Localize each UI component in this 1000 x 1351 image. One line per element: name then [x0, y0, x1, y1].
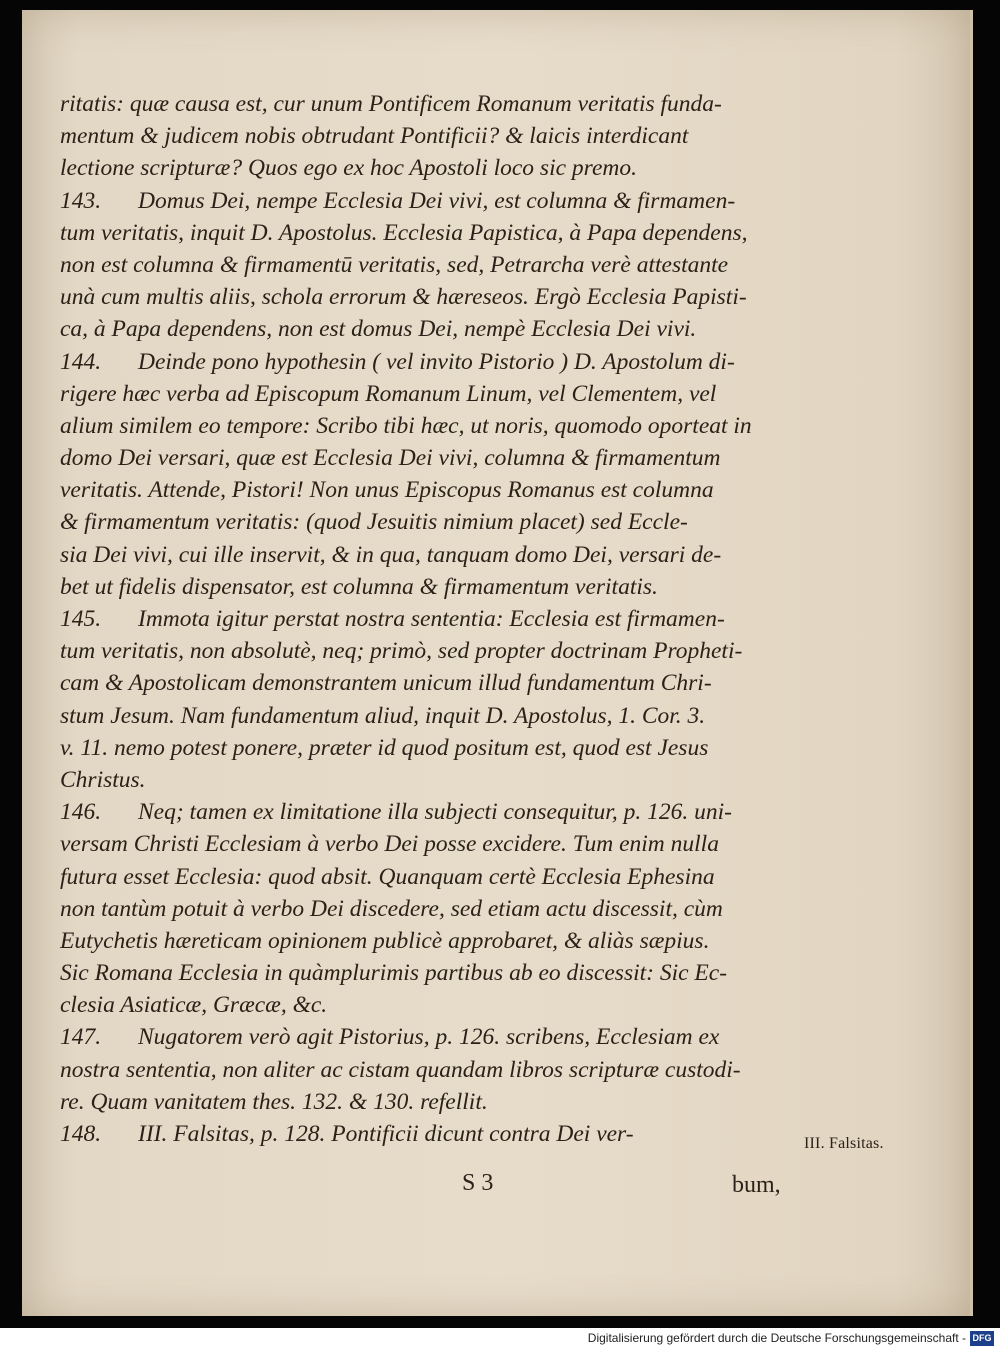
thesis-number: 145.	[60, 606, 102, 632]
line-text: tum veritatis, non absolutè, neq; primò, sed propter doctrinam Propheti-	[60, 638, 743, 665]
text-line	[60, 989, 820, 1021]
text-line	[60, 861, 820, 893]
text-line	[60, 506, 820, 538]
text-line	[60, 635, 820, 667]
text-line	[60, 152, 820, 184]
text-line	[60, 185, 820, 217]
line-text: futura esset Ecclesia: quod absit. Quanquam certè Ecclesia Ephesina	[60, 863, 715, 890]
text-line	[60, 249, 820, 281]
line-text: Domus Dei, nempe Ecclesia Dei vivi, est columna & firmamen-	[138, 187, 736, 214]
text-line	[60, 1086, 820, 1118]
line-text: & firmamentum veritatis: (quod Jesuitis nimium placet) sed Eccle-	[60, 509, 688, 536]
text-line	[60, 410, 820, 442]
footer-bar	[0, 1328, 1000, 1351]
thesis-number: 146.	[60, 799, 102, 826]
line-text: Immota igitur perstat nostra sententia: Ecclesia est firmamen-	[138, 606, 725, 632]
text-line	[60, 700, 820, 732]
text-line	[60, 893, 820, 925]
line-text: mentum & judicem nobis obtrudant Pontificii? & laicis interdicant	[60, 123, 689, 150]
line-text: clesia Asiaticæ, Græcæ, &c.	[60, 992, 328, 1019]
line-text: Neq; tamen ex limitatione illa subjecti consequitur, p. 126. uni-	[138, 799, 732, 826]
catchword: bum,	[732, 1172, 781, 1198]
text-line	[60, 1021, 820, 1053]
text-line	[60, 378, 820, 410]
line-text: Christus.	[60, 766, 146, 793]
text-line	[60, 281, 820, 313]
thesis-number: 147.	[60, 1024, 102, 1051]
line-text: cam & Apostolicam demonstrantem unicum illud fundamentum Chri-	[60, 670, 712, 697]
text-line	[60, 957, 820, 989]
page-text	[60, 88, 820, 1150]
line-text: sia Dei vivi, cui ille inservit, & in qua, tanquam domo Dei, versari de-	[60, 541, 722, 568]
thesis-number: 148.	[60, 1121, 102, 1147]
text-line	[60, 1054, 820, 1086]
text-line	[60, 603, 820, 635]
text-line	[60, 1118, 820, 1150]
text-line	[60, 474, 820, 506]
line-text: nostra sententia, non aliter ac cistam quandam libros scripturæ custodi-	[60, 1056, 741, 1083]
line-text: v. 11. nemo potest ponere, præter id quod positum est, quod est Jesus	[60, 734, 709, 761]
line-text: ritatis: quæ causa est, cur unum Pontificem Romanum veritatis funda-	[60, 91, 722, 117]
line-text: rigere hæc verba ad Episcopum Romanum Linum, vel Clementem, vel	[60, 380, 717, 407]
line-text: lectione scripturæ? Quos ego ex hoc Apostoli loco sic premo.	[60, 155, 637, 182]
text-line	[60, 764, 820, 796]
line-text: Sic Romana Ecclesia in quàmplurimis partibus ab eo discessit: Sic Ec-	[60, 960, 728, 987]
line-text: versam Christi Ecclesiam à verbo Dei posse excidere. Tum enim nulla	[60, 831, 719, 858]
signature-mark: S 3	[462, 1170, 494, 1196]
text-line	[60, 88, 820, 120]
line-text: non tantùm potuit à verbo Dei discedere, sed etiam actu discessit, cùm	[60, 895, 723, 922]
line-text: bet ut fidelis dispensator, est columna & firmamentum veritatis.	[60, 573, 658, 600]
text-line	[60, 571, 820, 603]
book-page	[22, 10, 973, 1316]
line-text: Eutychetis hæreticam opinionem publicè approbaret, & aliàs sæpius.	[60, 927, 710, 954]
thesis-number: 143.	[60, 187, 102, 214]
line-text: re. Quam vanitatem thes. 132. & 130. refellit.	[60, 1088, 488, 1115]
line-text: alium similem eo tempore: Scribo tibi hæc, ut noris, quomodo oporteat in	[60, 412, 752, 439]
line-text: domo Dei versari, quæ est Ecclesia Dei vivi, columna & firmamentum	[60, 445, 721, 472]
line-text: stum Jesum. Nam fundamentum aliud, inquit D. Apostolus, 1. Cor. 3.	[60, 702, 706, 729]
text-line	[60, 539, 820, 571]
line-text: Deinde pono hypothesin ( vel invito Pistorio ) D. Apostolum di-	[138, 348, 735, 375]
line-text: non est columna & firmamentū veritatis, sed, Petrarcha verè attestante	[60, 251, 729, 278]
line-text: III. Falsitas, p. 128. Pontificii dicunt contra Dei ver-	[138, 1121, 634, 1147]
text-line	[60, 667, 820, 699]
thesis-number: 144.	[60, 348, 102, 375]
line-text: ca, à Papa dependens, non est domus Dei, nempè Ecclesia Dei vivi.	[60, 316, 697, 343]
text-line	[60, 732, 820, 764]
text-line	[60, 217, 820, 249]
text-line	[60, 442, 820, 474]
marginal-note: III. Falsitas.	[804, 1135, 884, 1152]
text-line	[60, 120, 820, 152]
text-line	[60, 925, 820, 957]
line-text: Nugatorem verò agit Pistorius, p. 126. scribens, Ecclesiam ex	[138, 1024, 720, 1051]
text-line	[60, 313, 820, 345]
dfg-logo: DFG	[970, 1331, 994, 1346]
line-text: unà cum multis aliis, schola errorum & hæreseos. Ergò Ecclesia Papisti-	[60, 284, 747, 311]
line-text: veritatis. Attende, Pistori! Non unus Episcopus Romanus est columna	[60, 477, 714, 504]
footer-credit: Digitalisierung gefördert durch die Deutsche Forschungsgemeinschaft -	[587, 1331, 966, 1345]
text-line	[60, 828, 820, 860]
text-line	[60, 346, 820, 378]
line-text: tum veritatis, inquit D. Apostolus. Ecclesia Papistica, à Papa dependens,	[60, 219, 748, 246]
text-line	[60, 796, 820, 828]
